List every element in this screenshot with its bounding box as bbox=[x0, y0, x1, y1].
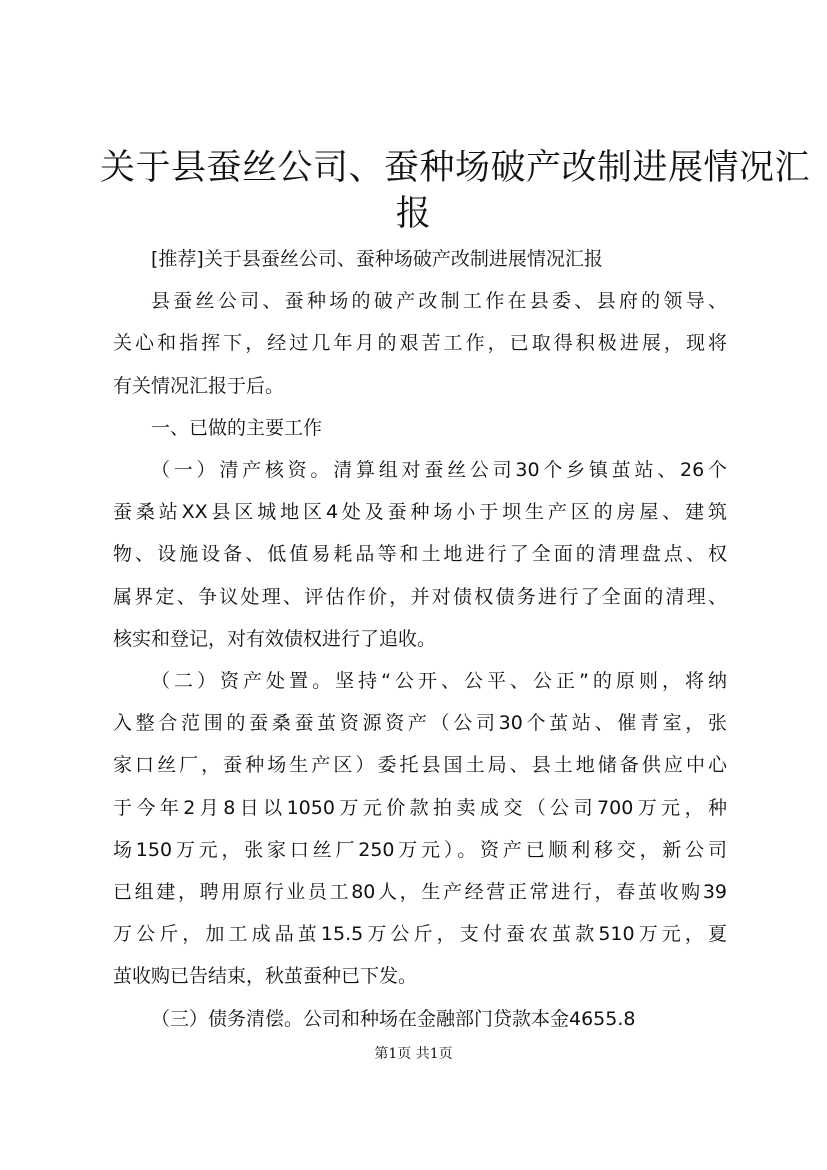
page-footer: 第1页 共1页 bbox=[374, 1046, 453, 1062]
body-line: 万公斤，加工成品茧15.5万公斤，支付蚕农茧款510万元，夏 bbox=[113, 923, 727, 946]
body-line: 茧收购已告结束，秋茧蚕种已下发。 bbox=[113, 965, 418, 988]
document-title-line-1: 关于县蚕丝公司、蚕种场破产改制进展情况汇 bbox=[100, 148, 811, 188]
body-line: （三）债务清偿。公司和种场在金融部门贷款本金4655.8 bbox=[151, 1007, 636, 1030]
body-line: 县蚕丝公司、蚕种场的破产改制工作在县委、县府的领导、 bbox=[151, 290, 727, 313]
document-title-line-2: 报 bbox=[395, 194, 432, 234]
body-line: 属界定、争议处理、评估作价，并对债权债务进行了全面的清理、 bbox=[113, 585, 727, 608]
body-line: （二）资产处置。坚持“公开、公平、公正”的原则，将纳 bbox=[151, 670, 727, 693]
body-line: 场150万元，张家口丝厂250万元）。资产已顺利移交，新公司 bbox=[113, 838, 727, 861]
body-line: 家口丝厂，蚕种场生产区）委托县国土局、县土地储备供应中心 bbox=[113, 754, 727, 777]
body-line: 于今年2月8日以1050万元价款拍卖成交（公司700万元，种 bbox=[113, 796, 727, 819]
body-line: （一）清产核资。清算组对蚕丝公司30个乡镇茧站、26个 bbox=[151, 459, 727, 482]
body-line: 核实和登记，对有效债权进行了追收。 bbox=[113, 627, 437, 650]
body-line: 物、设施设备、低值易耗品等和土地进行了全面的清理盘点、权 bbox=[113, 543, 727, 566]
document-body bbox=[113, 238, 727, 1040]
recommend-heading: [推荐]关于县蚕丝公司、蚕种场破产改制进展情况汇报 bbox=[151, 248, 603, 270]
body-line: 已组建，聘用原行业员工80人，生产经营正常进行，春茧收购39 bbox=[113, 881, 727, 904]
section-heading: 一、已做的主要工作 bbox=[151, 416, 323, 439]
body-line: 入整合范围的蚕桑蚕茧资源资产（公司30个茧站、催青室，张 bbox=[113, 712, 727, 735]
body-line: 有关情况汇报于后。 bbox=[113, 374, 285, 397]
body-line: 蚕桑站XX县区城地区4处及蚕种场小于坝生产区的房屋、建筑 bbox=[113, 501, 727, 524]
body-line: 关心和指挥下，经过几年月的艰苦工作，已取得积极进展，现将 bbox=[113, 332, 727, 355]
